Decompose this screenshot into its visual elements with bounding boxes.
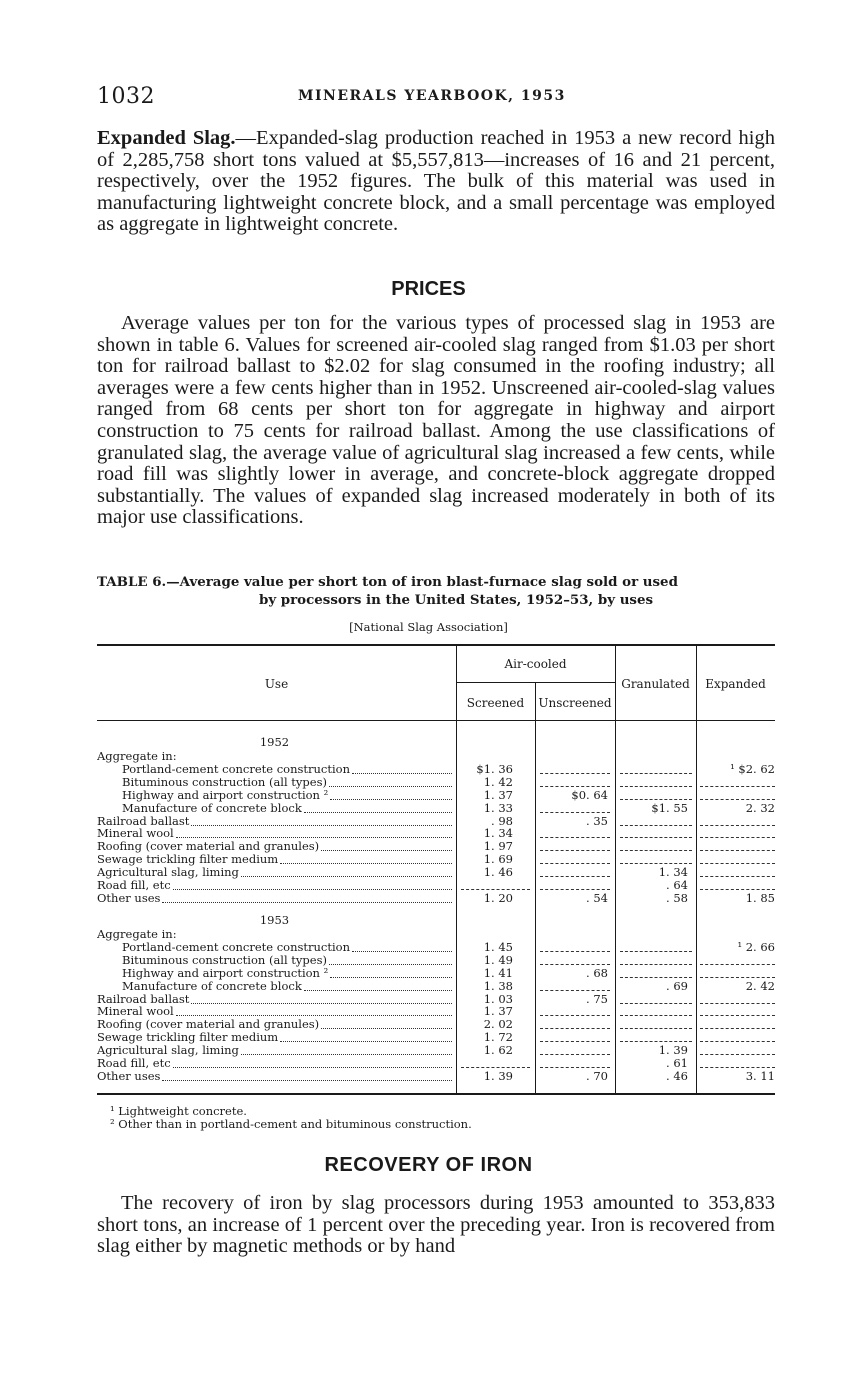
table-source: [National Slag Association] (349, 620, 508, 634)
leader-dots (241, 875, 452, 877)
leader-dots (329, 963, 452, 965)
empty-cell-dashes (700, 1053, 775, 1055)
empty-cell-dashes (620, 836, 692, 838)
empty-cell-dashes (620, 976, 692, 978)
table-cell-value: 1. 69 (483, 852, 513, 867)
empty-cell-dashes (620, 862, 692, 864)
table-cell-value: $1. 36 (476, 761, 513, 776)
table-caption-line-1: TABLE 6.—Average value per short ton of iron blast-furnace slag sold or used (97, 574, 678, 590)
empty-cell-dashes (700, 1027, 775, 1029)
leader-dots (329, 785, 452, 787)
empty-cell-dashes (620, 1027, 692, 1029)
table-cell-value: 1. 41 (483, 965, 513, 980)
expanded-slag-lead: Expanded Slag. (97, 127, 236, 149)
empty-cell-dashes (700, 1002, 775, 1004)
empty-cell-dashes (540, 1027, 610, 1029)
table-row-label: Aggregate in: (97, 750, 177, 763)
table-row-label: Manufacture of concrete block (122, 801, 302, 815)
table-row-label: Aggregate in: (97, 928, 177, 941)
leader-dots (280, 1040, 452, 1042)
column-divider (696, 646, 697, 1093)
table-cell-value: . 61 (666, 1056, 688, 1070)
table-row-label: Road fill, etc (97, 1057, 171, 1070)
header-screened: Screened (466, 696, 525, 710)
empty-cell-dashes (540, 849, 610, 851)
table-row-label: Mineral wool (97, 1005, 174, 1019)
empty-cell-dashes (540, 1066, 610, 1068)
table-cell-value: 1. 45 (483, 939, 513, 954)
table-row-label: Railroad ballast (97, 992, 190, 1006)
footnote: ² Other than in portland-cement and bituminous construction. (110, 1117, 472, 1131)
leader-dots (304, 811, 452, 813)
empty-cell-dashes (700, 976, 775, 978)
table-cell-value: 1. 85 (745, 890, 775, 905)
table-cell-value: 1. 34 (483, 826, 513, 841)
table-row-label: Other uses (97, 891, 161, 905)
empty-cell-dashes (700, 963, 775, 965)
empty-cell-dashes (700, 862, 775, 864)
table-cell-value: 2. 32 (745, 800, 775, 815)
empty-cell-dashes (540, 811, 610, 813)
table-row-label: Agricultural slag, liming (97, 1044, 239, 1058)
empty-cell-dashes (700, 1014, 775, 1016)
empty-cell-dashes (620, 785, 692, 787)
empty-cell-dashes (700, 1040, 775, 1042)
table-row-label: Roofing (cover material and granules) (97, 840, 320, 854)
table-cell-value: $1. 55 (651, 800, 688, 815)
empty-cell-dashes (540, 963, 610, 965)
leader-dots (280, 862, 452, 864)
table-cell-value: 1. 97 (483, 839, 513, 854)
table-cell-value: ¹ 2. 66 (737, 939, 775, 954)
empty-cell-dashes (540, 1053, 610, 1055)
table-row-label: Mineral wool (97, 827, 174, 841)
empty-cell-dashes (700, 824, 775, 826)
header-bottom-rule (97, 720, 775, 721)
empty-cell-dashes (620, 798, 692, 800)
table-cell-value: 1. 03 (483, 991, 513, 1006)
table-top-rule (97, 644, 775, 646)
header-unscreened: Unscreened (538, 696, 612, 710)
empty-cell-dashes (540, 1014, 610, 1016)
empty-cell-dashes (620, 1040, 692, 1042)
table-cell-value: . 64 (666, 878, 688, 892)
table-cell-value: 1. 72 (483, 1030, 513, 1045)
table-row-label: Railroad ballast (97, 814, 190, 828)
empty-cell-dashes (620, 1002, 692, 1004)
empty-cell-dashes (700, 798, 775, 800)
table-cell-value: . 75 (586, 991, 608, 1006)
table-cell-value: 1. 42 (483, 774, 513, 789)
empty-cell-dashes (540, 1040, 610, 1042)
empty-cell-dashes (700, 785, 775, 787)
leader-dots (330, 976, 452, 978)
table-row-label: Other uses (97, 1069, 161, 1083)
leader-dots (352, 772, 452, 774)
table-cell-value: . 35 (586, 813, 608, 828)
table-row-label: Highway and airport construction ² (122, 966, 329, 980)
year-heading: 1953 (259, 913, 290, 927)
expanded-slag-text: —Expanded-slag production reached in 1953 a new record high of 2,285,758 short tons valued at $5,557,813—increases of 16 and 21 percent, respectively, over the 1952 figures. The bulk of this material was used in manufacturing lightweight concrete block, and a small percentage was employed as aggregate in lightweight concrete. (97, 127, 775, 236)
leader-dots (173, 888, 452, 890)
table-cell-value: ¹ $2. 62 (730, 761, 775, 776)
column-divider (615, 646, 616, 1093)
empty-cell-dashes (620, 824, 692, 826)
year-heading: 1952 (259, 735, 290, 749)
table-caption (97, 573, 775, 609)
table-row-label: Bituminous construction (all types) (122, 775, 327, 789)
leader-dots (191, 824, 452, 826)
table-cell-value: . 69 (666, 978, 688, 993)
empty-cell-dashes (540, 862, 610, 864)
empty-cell-dashes (620, 963, 692, 965)
header-expanded: Expanded (705, 677, 766, 691)
page-number: 1032 (97, 84, 155, 109)
table-cell-value: 2. 02 (483, 1017, 513, 1032)
empty-cell-dashes (540, 950, 610, 952)
leader-dots (321, 1027, 452, 1029)
table-row-label: Manufacture of concrete block (122, 979, 302, 993)
table-cell-value: 1. 62 (483, 1043, 513, 1058)
table-cell-value: 1. 38 (483, 978, 513, 993)
table-row-label: Sewage trickling filter medium (97, 853, 279, 867)
empty-cell-dashes (700, 875, 775, 877)
table-cell-value: $0. 64 (571, 787, 608, 802)
empty-cell-dashes (620, 950, 692, 952)
table-cell-value: 1. 34 (658, 865, 688, 880)
leader-dots (176, 836, 452, 838)
recovery-heading: RECOVERY OF IRON (324, 1154, 533, 1176)
footnote: ¹ Lightweight concrete. (110, 1104, 247, 1118)
table-cell-value: . 54 (586, 890, 608, 905)
prices-paragraph: Average values per ton for the various types of processed slag in 1953 are shown in table 6. Values for screened air-cooled slag ranged from $1.03 per short ton for railroad ballast to $2.02 for slag consumed in the roofing industry; all averages were a few cents higher than in 1952. Unscreened air-cooled-slag values ranged from 68 cents per short ton for aggregate in highway and airport construction to 75 cents for railroad ballast. Among the use classifications of granulated slag, the average value of agricultural slag increased a few cents, while road fill was slightly lower in average, and concrete-block aggregate dropped substantially. The values of expanded slag increased moderately in both of its major use classifications. (97, 312, 775, 529)
leader-dots (241, 1053, 452, 1055)
table-cell-value: 1. 37 (483, 787, 513, 802)
table-row-label: Bituminous construction (all types) (122, 953, 327, 967)
empty-cell-dashes (620, 849, 692, 851)
header-air-cooled: Air-cooled (504, 657, 567, 671)
table-cell-value: 1. 37 (483, 1004, 513, 1019)
leader-dots (162, 1079, 452, 1081)
leader-dots (321, 849, 452, 851)
empty-cell-dashes (461, 1066, 530, 1068)
empty-cell-dashes (461, 888, 530, 890)
table-row-label: Roofing (cover material and granules) (97, 1018, 320, 1032)
prices-heading: PRICES (391, 278, 466, 300)
header-granulated: Granulated (621, 677, 690, 691)
empty-cell-dashes (700, 836, 775, 838)
running-title: MINERALS YEARBOOK, 1953 (298, 88, 566, 104)
table-cell-value: . 46 (666, 1068, 688, 1083)
table-cell-value: 1. 39 (483, 1068, 513, 1083)
table-cell-value: . 68 (586, 965, 608, 980)
table-row-label: Portland-cement concrete construction (122, 940, 351, 954)
table-cell-value: 1. 39 (658, 1043, 688, 1058)
table-cell-value: 2. 42 (745, 978, 775, 993)
table-cell-value: . 58 (666, 890, 688, 905)
leader-dots (330, 798, 452, 800)
empty-cell-dashes (620, 1014, 692, 1016)
recovery-paragraph: The recovery of iron by slag processors during 1953 amounted to 353,833 short tons, an increase of 1 percent over the preceding year. Iron is recovered from slag either by magnetic methods or by hand (97, 1192, 775, 1258)
table-cell-value: 1. 46 (483, 865, 513, 880)
table-cell-value: 1. 33 (483, 800, 513, 815)
table-cell-value: 1. 20 (483, 890, 513, 905)
empty-cell-dashes (540, 875, 610, 877)
leader-dots (352, 950, 452, 952)
expanded-slag-paragraph (97, 128, 775, 236)
table-row-label: Highway and airport construction ² (122, 788, 329, 802)
empty-cell-dashes (540, 772, 610, 774)
empty-cell-dashes (700, 849, 775, 851)
table-cell-value: . 70 (586, 1068, 608, 1083)
table-cell-value: 1. 49 (483, 952, 513, 967)
leader-dots (176, 1014, 452, 1016)
column-divider (535, 682, 536, 1093)
empty-cell-dashes (540, 888, 610, 890)
empty-cell-dashes (540, 989, 610, 991)
leader-dots (191, 1002, 452, 1004)
leader-dots (162, 901, 452, 903)
table-row-label: Portland-cement concrete construction (122, 762, 351, 776)
empty-cell-dashes (700, 888, 775, 890)
empty-cell-dashes (700, 1066, 775, 1068)
header-use: Use (264, 677, 289, 691)
empty-cell-dashes (540, 785, 610, 787)
table-caption-line-2: by processors in the United States, 1952–53, by uses (258, 592, 654, 608)
empty-cell-dashes (620, 772, 692, 774)
leader-dots (304, 989, 452, 991)
table-row-label: Sewage trickling filter medium (97, 1031, 279, 1045)
empty-cell-dashes (540, 836, 610, 838)
table-row-label: Road fill, etc (97, 879, 171, 892)
table-bottom-rule (97, 1093, 775, 1095)
table-cell-value: . 98 (491, 813, 513, 828)
table-row-label: Agricultural slag, liming (97, 866, 239, 880)
leader-dots (173, 1066, 452, 1068)
table-cell-value: 3. 11 (745, 1068, 775, 1083)
